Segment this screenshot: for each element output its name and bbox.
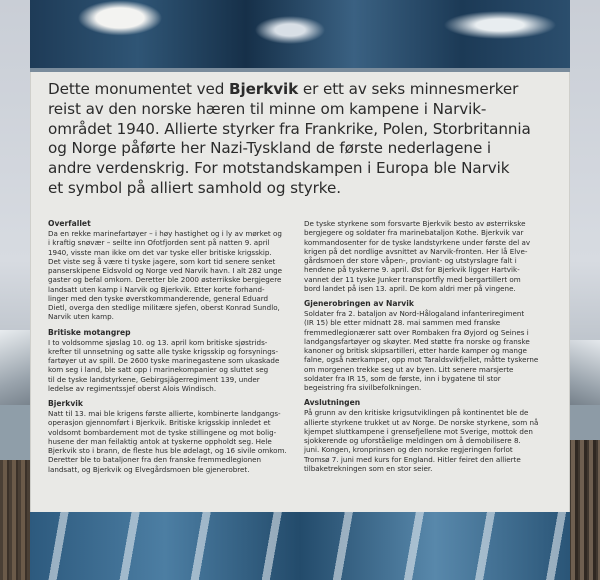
- sign-top-decor-band: [30, 0, 570, 68]
- section-body-avslutningen: På grunn av den kritiske krigsutviklingen på kontinentet ble de allierte styrkene trukket ut av Norge. De norske styrkene, som nå kjempet sluttkampene i grensefjellene mot Sverige, mottok den sjokkerende og uforståelige meldingen om å demobilisere 8. juni. Kongen, kronprinsen og den norske regjeringen forlot Tromsø 7. juni med kurs for England. Hitler feiret den allierte tilbaketrekningen som en stor seier.: [304, 408, 539, 473]
- section-body-motangrep: I to voldsomme sjøslag 10. og 13. april kom britiske sjøstrids- krefter til unnsetning og satte alle tyske krigsskip og forsynings- fartøyer ut av spill. De 2600 tyske marinegastene som ukaskade kom seg i land, ble satt opp i marinekompanier og sluttet seg til de tyske landstyrkene, Gebirgsjägerregiment 139, under ledelse av regimentssjef oberst Alois Windisch.: [48, 337, 280, 393]
- section-body-gjenerobringen: Soldater fra 2. bataljon av Nord-Hålogaland infanteriregiment (IR 15) ble etter midnatt 28. mai sammen med franske fremmedlegionærer satt over Rombaken fra Øyjord og Seines i landgangsfartøyer og skøyter. Med støtte fra norske og franske kanoner og britisk skipsartilleri, etter harde kamper og mange falne, også nærkamper, opp mot Taraldsvikfjellet, måtte tyskerne om morgenen trekke seg ut av byen. Litt senere marsjerte soldater fra IR 15, som de første, inn i bygatene til stor begeistring fra sivilbefolkningen.: [304, 309, 539, 392]
- sign-text: [48, 80, 554, 474]
- intro-part1: Dette monumentet ved: [48, 80, 230, 98]
- sign-bottom-decor-band: [30, 512, 570, 580]
- section-body-bjerkvik: Natt til 13. mai ble krigens første allierte, kombinerte landgangs- operasjon gjennomført i Bjerkvik. Britiske krigsskip innledet et voldsomt bombardement mot de tyske stillingene og mot bolig- husene der man feilaktig antok at tyskerne oppholdt seg. Hele Bjerkvik sto i brann, de fleste hus ble ødelagt, og 16 sivile omkom. Deretter ble to bataljoner fra den franske fremmedlegionen landsatt, og Bjerkvik og Elvegårdsmoen ble gjenerobret.: [48, 409, 287, 474]
- right-column: [304, 219, 550, 479]
- section-body-tyske-styrker: De tyske styrkene som forsvarte Bjerkvik besto av østerrikske bergjegere og soldater fra marinebataljon Kothe. Bjerkvik var kommandosenter for de tyske landstyrkene under første del av krigen på det nordlige avsnittet av Narvik-fronten. Her lå Elve- gårdsmoen der store våpen-, proviant- og utstyrslagre falt i hendene på tyskerne 9. april. Øst for Bjerkvik ligger Hartvik- vannet der 11 tyske Junker transportfly med bergartillert om bord landet på isen 13. april. De kom aldri mer på vingene.: [304, 219, 531, 293]
- sign-top-edge: [30, 68, 570, 72]
- section-title-gjenerobringen: Gjenerobringen av Narvik: [304, 299, 414, 308]
- section-title-avslutningen: Avslutningen: [304, 398, 361, 408]
- left-column: [48, 219, 294, 480]
- section-body-overfallet: Da en rekke marinefartøyer – i høy hastighet og i ly av mørket og i kraftig snøvær – seilte inn Ofotfjorden sent på natten 9. april 1940, visste man ikke om det var tyske eller britiske krigsskip. Det viste seg å være ti tyske jagere, som kort tid senere senket panserskipene Eidsvold og Norge ved Narvik havn. I alt 282 unge gaster og befal omkom. Deretter ble 2000 østerrikske bergjegere landsatt uten kamp i Narvik og Bjerkvik. Etter korte forhand- linger med den tyske øverstkommanderende, general Eduard Dietl, overga den stedlige militære sjefen, oberst Konrad Sundlo, Narvik uten kamp.: [48, 229, 283, 322]
- section-title-motangrep: Britiske motangrep: [48, 327, 131, 337]
- section-title-bjerkvik: Bjerkvik: [48, 399, 83, 408]
- section-title-overfallet: Overfallet: [48, 219, 91, 228]
- intro-place: Bjerkvik: [229, 80, 299, 98]
- intro-part2: er ett av seks minnesmerker reist av den norske hæren til minne om kampene i Narvik- området 1940. Allierte styrker fra Frankrike, Polen, Storbritannia og Norge påførte her Nazi-Tyskland de første nederlagene i andre verdenskrig. For motstandskampen i Europa ble Narvik et symbol på alliert samhold og styrke.: [48, 80, 531, 197]
- intro-paragraph: [48, 80, 554, 199]
